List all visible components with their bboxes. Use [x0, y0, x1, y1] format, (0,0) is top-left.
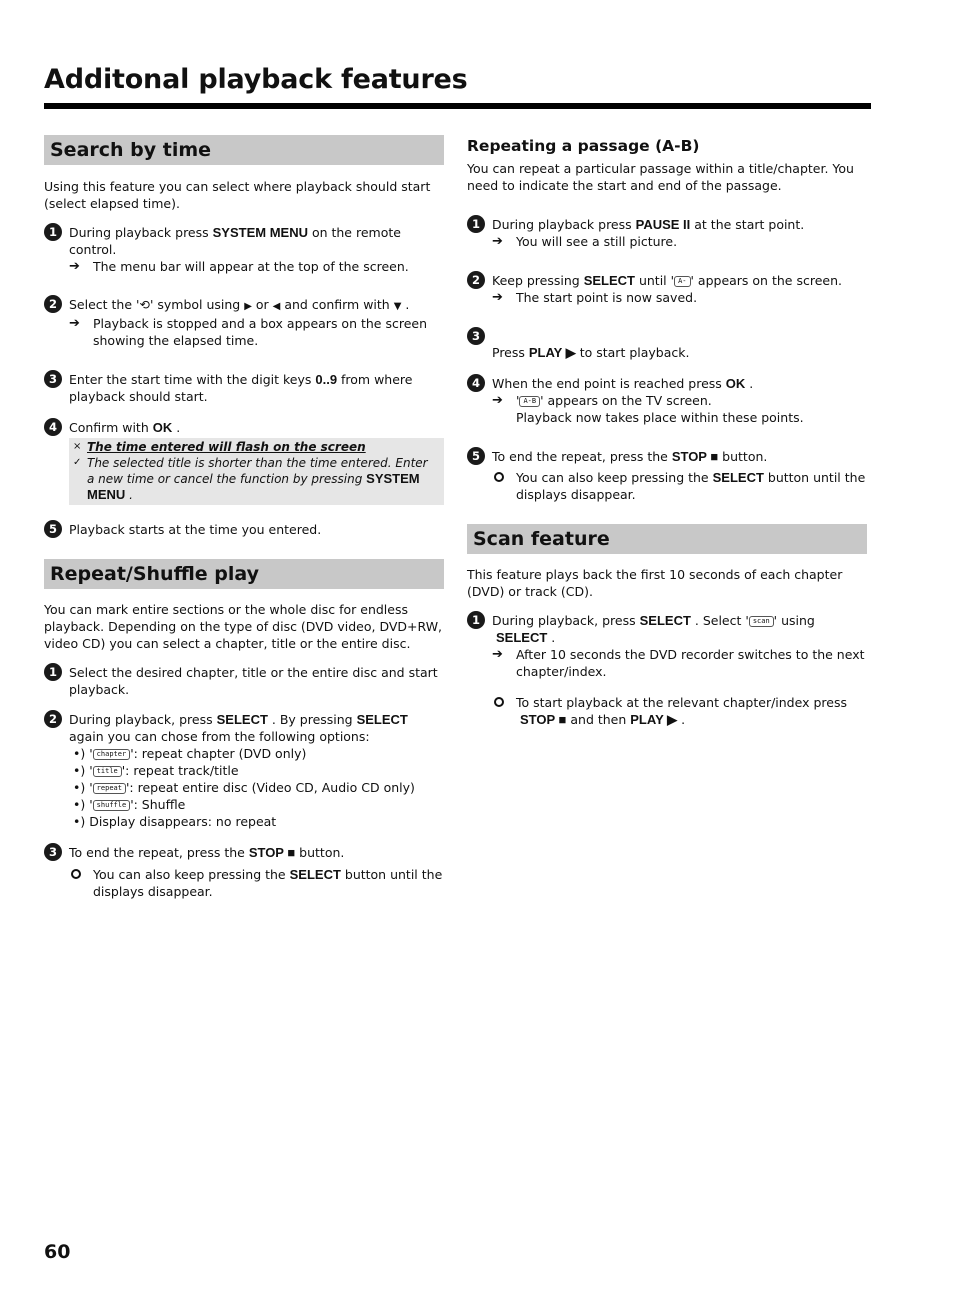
tip-text: and then: [566, 712, 631, 727]
step-number-icon: 1: [467, 611, 485, 629]
step-text: Enter the start time with the digit keys: [69, 372, 316, 387]
play-key: PLAY ▶: [630, 712, 678, 727]
arrow-icon: ➔: [492, 647, 503, 662]
step-number-icon: 3: [467, 327, 485, 345]
step-text: During playback, press: [492, 613, 640, 628]
step-text: and confirm with: [280, 297, 394, 312]
repeat-shuffle-heading: Repeat/Shuffle play: [44, 559, 444, 589]
repeat-step-1: [44, 664, 444, 698]
system-menu-key: SYSTEM MENU: [87, 471, 420, 502]
tip-icon: [71, 869, 81, 879]
chapter-repeat-icon: chapter: [93, 749, 131, 760]
scan-intro: This feature plays back the first 10 seconds of each chapter (DVD) or track (CD).: [467, 567, 843, 599]
left-column: [44, 135, 444, 900]
arrow-icon: ➔: [492, 393, 503, 408]
repeat-ab-intro: You can repeat a particular passage within a title/chapter. You need to indicate the start and end of the passage.: [467, 161, 854, 193]
result-text: You will see a still picture.: [516, 234, 678, 249]
stop-key: STOP ■: [671, 449, 719, 464]
option-bullet: •) ': [73, 763, 93, 778]
option-item: [69, 796, 444, 813]
tip-text: To start playback at the relevant chapter/index press: [516, 695, 847, 710]
step-text: Select the desired chapter, title or the entire disc and start playback.: [69, 665, 438, 697]
scan-tip: [467, 694, 867, 728]
step-text: During playback press: [69, 225, 213, 240]
step-text: To end the repeat, press the: [492, 449, 672, 464]
step-number-icon: 2: [44, 295, 62, 313]
step-text: ' appears on the screen.: [690, 273, 842, 288]
scan-feature-heading: Scan feature: [467, 524, 867, 554]
right-column: [467, 135, 867, 728]
result-text: ': [516, 393, 520, 408]
step-result: [492, 233, 867, 250]
step-text: During playback, press: [69, 712, 217, 727]
left-arrow-key-icon: ◀: [272, 301, 281, 312]
option-text: Display disappears: no repeat: [89, 814, 277, 829]
ok-key: OK: [152, 420, 173, 435]
option-bullet: •) ': [73, 797, 93, 812]
note-text: The selected title is shorter than the time entered. Enter a new time or cancel the function by pressing: [87, 456, 428, 486]
ab-step-4: [467, 375, 867, 426]
tip-icon: [494, 472, 504, 482]
step-text: again you can chose from the following options:: [69, 729, 370, 744]
ab-step-2: [467, 272, 867, 306]
search-intro: Using this feature you can select where playback should start (select elapsed time).: [44, 179, 431, 211]
step-number-icon: 5: [467, 447, 485, 465]
option-item: [69, 813, 444, 830]
result-text: The start point is now saved.: [516, 290, 698, 305]
tip: [69, 866, 444, 900]
result-text: The menu bar will appear at the top of the screen.: [93, 259, 409, 274]
ab-step-3: [467, 328, 867, 361]
digit-keys: 0..9: [315, 372, 338, 387]
search-step-3: [44, 371, 444, 405]
option-item: [69, 762, 444, 779]
repeat-ab-heading: Repeating a passage (A-B): [467, 137, 700, 155]
stop-key: STOP ■: [248, 845, 296, 860]
option-text: ': repeat entire disc (Video CD, Audio CD only): [125, 780, 415, 795]
step-text: . By pressing: [267, 712, 357, 727]
page-number: 60: [44, 1241, 71, 1263]
arrow-icon: ➔: [492, 234, 503, 249]
step-text: Select the ': [69, 297, 140, 312]
note-solution: [73, 455, 438, 503]
step-text: or: [251, 297, 273, 312]
step-result: [492, 646, 867, 680]
note-text: .: [125, 488, 133, 502]
tip-text: .: [677, 712, 686, 727]
step-text: Playback starts at the time you entered.: [69, 522, 322, 537]
step-text: .: [745, 376, 754, 391]
step-number-icon: 1: [44, 663, 62, 681]
option-text: ': Shuffle: [130, 797, 186, 812]
step-result: [492, 392, 867, 426]
scan-step-1: [467, 612, 867, 680]
step-text: button.: [718, 449, 768, 464]
step-body: [492, 328, 867, 361]
search-step-4: [44, 419, 444, 436]
option-text: ': repeat track/title: [121, 763, 239, 778]
step-text: .: [401, 297, 410, 312]
select-key: SELECT: [289, 867, 341, 882]
repeat-step-2: [44, 711, 444, 830]
select-key: SELECT: [583, 273, 635, 288]
option-item: [69, 745, 444, 762]
step-text: Press: [492, 345, 529, 360]
select-key: SELECT: [639, 613, 691, 628]
step-text: .: [172, 420, 181, 435]
search-step-5: [44, 521, 444, 538]
step-text: to start playback.: [575, 345, 690, 360]
arrow-icon: ➔: [69, 259, 80, 274]
step-text: To end the repeat, press the: [69, 845, 249, 860]
tip-text: button until the displays disappear.: [93, 867, 443, 899]
select-key: SELECT: [496, 630, 548, 645]
tip-text: button until the displays disappear.: [516, 470, 866, 502]
right-arrow-key-icon: ▶: [244, 301, 252, 312]
repeat-step-3: [44, 844, 444, 900]
search-by-time-heading: Search by time: [44, 135, 444, 165]
shuffle-repeat-icon: shuffle: [93, 800, 131, 811]
pause-key: PAUSE II: [635, 217, 691, 232]
page-title: Additonal playback features: [44, 64, 468, 95]
step-number-icon: 1: [44, 223, 62, 241]
repeat-repeat-icon: repeat: [93, 783, 126, 794]
select-key: SELECT: [356, 712, 408, 727]
tip-icon: [494, 697, 504, 707]
system-menu-key: SYSTEM MENU: [212, 225, 308, 240]
time-search-icon: ⟲: [139, 297, 150, 312]
note-title: The time entered will flash on the screen: [87, 440, 366, 454]
option-list: [69, 745, 444, 830]
step-number-icon: 5: [44, 520, 62, 538]
repeat-shuffle-intro: You can mark entire sections or the whole disc for endless playback. Depending on the type of disc (DVD video, DVD+RW, video CD) you can select a chapter, title or the entire disc.: [44, 602, 443, 651]
play-key: PLAY ▶: [528, 345, 576, 360]
step-text: on the remote control.: [69, 225, 401, 257]
search-step-2: [44, 296, 444, 349]
scan-icon: scan: [749, 616, 774, 627]
step-number-icon: 1: [467, 215, 485, 233]
step-text: from where playback should start.: [69, 372, 413, 404]
option-bullet: •): [73, 814, 90, 829]
cross-icon: ×: [73, 441, 82, 452]
step-text: .: [547, 630, 556, 645]
step-text: When the end point is reached press: [492, 376, 726, 391]
arrow-icon: ➔: [69, 316, 80, 331]
tip: [492, 469, 867, 503]
select-key: SELECT: [712, 470, 764, 485]
down-arrow-key-icon: ▼: [393, 301, 402, 312]
stop-key: STOP ■: [520, 712, 567, 727]
search-step-1: [44, 224, 444, 275]
step-number-icon: 3: [44, 370, 62, 388]
note-warning: [73, 439, 438, 455]
step-text: . Select ': [690, 613, 749, 628]
option-text: ': repeat chapter (DVD only): [130, 746, 307, 761]
step-result: [69, 258, 444, 275]
option-item: [69, 779, 444, 796]
tip-text: You can also keep pressing the: [516, 470, 713, 485]
ok-key: OK: [725, 376, 746, 391]
step-number-icon: 4: [467, 374, 485, 392]
result-text: After 10 seconds the DVD recorder switches to the next chapter/index.: [516, 647, 865, 679]
step-result: [69, 315, 444, 349]
check-icon: ✓: [73, 457, 82, 468]
step-result: [492, 289, 867, 306]
step-number-icon: 4: [44, 418, 62, 436]
ab-repeat-icon: A-B: [519, 396, 540, 407]
step-text: ' symbol using: [149, 297, 245, 312]
arrow-icon: ➔: [492, 290, 503, 305]
step-text: During playback press: [492, 217, 636, 232]
step-text: ' using: [773, 613, 815, 628]
tip-text: You can also keep pressing the: [93, 867, 290, 882]
ab-repeat-icon: A-: [674, 276, 690, 287]
note-box: [69, 438, 444, 505]
step-number-icon: 2: [44, 710, 62, 728]
step-text: Keep pressing: [492, 273, 584, 288]
step-text: until ': [634, 273, 675, 288]
result-text: Playback is stopped and a box appears on the screen showing the elapsed time.: [93, 316, 428, 348]
title-repeat-icon: title: [93, 766, 122, 777]
step-text: at the start point.: [690, 217, 805, 232]
select-key: SELECT: [216, 712, 268, 727]
step-number-icon: 2: [467, 271, 485, 289]
title-rule: [44, 103, 871, 109]
step-text: button.: [295, 845, 345, 860]
option-bullet: •) ': [73, 780, 93, 795]
step-number-icon: 3: [44, 843, 62, 861]
ab-step-1: [467, 216, 867, 250]
result-text: Playback now takes place within these points.: [516, 410, 804, 425]
option-bullet: •) ': [73, 746, 93, 761]
ab-step-5: [467, 448, 867, 503]
step-text: Confirm with: [69, 420, 153, 435]
result-text: ' appears on the TV screen.: [540, 393, 712, 408]
